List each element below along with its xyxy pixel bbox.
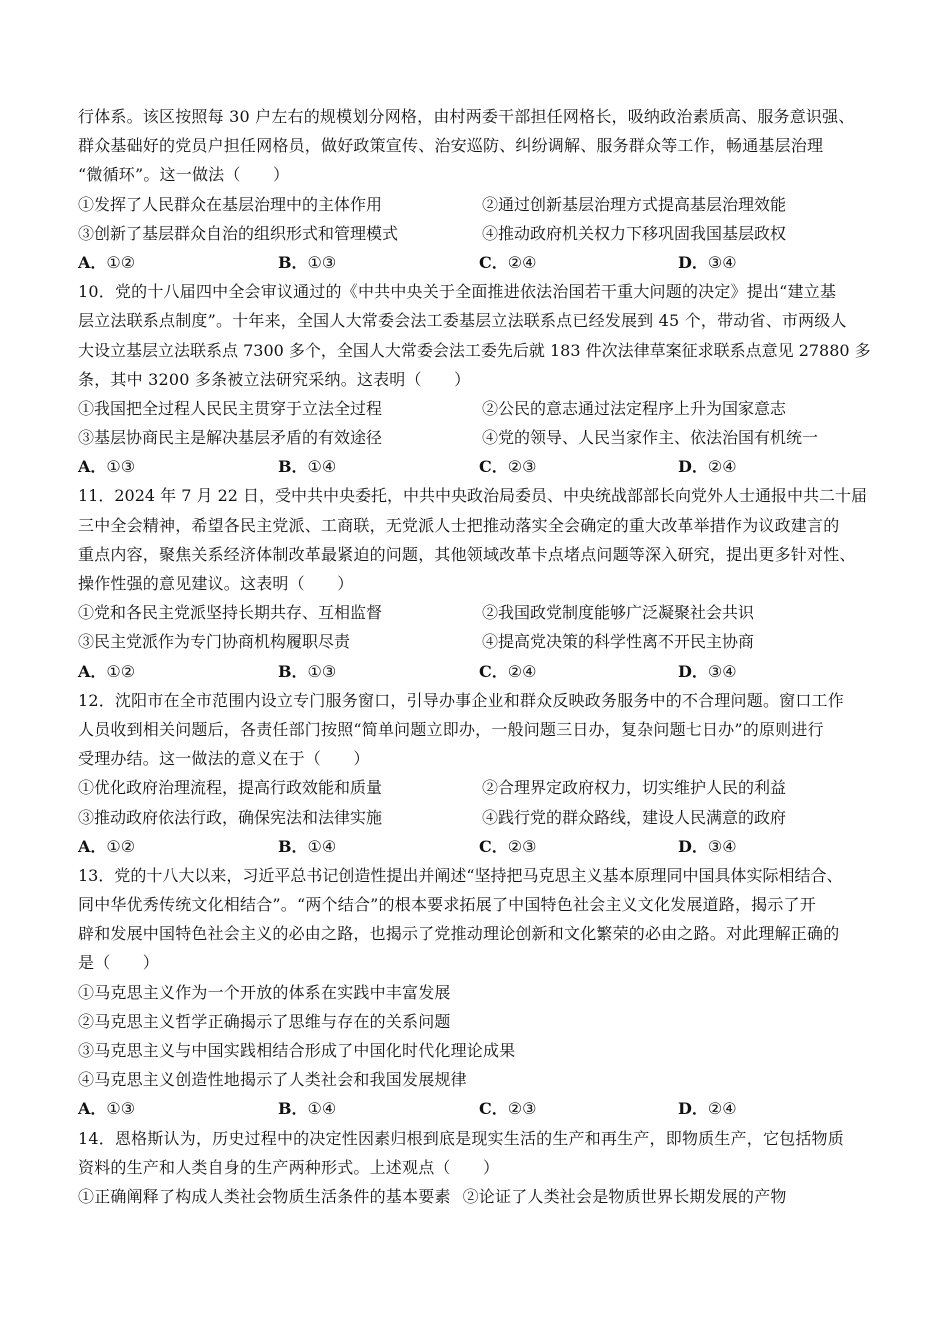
question-stem-line: 层立法联系点制度”。十年来，全国人大常委会法工委基层立法联系点已经发展到 45 个，带动省、市两级人 — [78, 311, 847, 331]
statement-row — [78, 598, 886, 627]
statement-4: ④马克思主义创造性地揭示了人类社会和我国发展规律 — [78, 1070, 467, 1090]
choice-b: B．①④ — [278, 836, 337, 856]
question-stem-line: 11．2024 年 7 月 22 日，受中共中央委托，中共中央政治局委员、中央统战部部长向党外人士通报中共二十届 — [78, 486, 868, 506]
question-stem-line: 13．党的十八大以来，习近平总书记创造性提出并阐述“坚持把马克思主义基本原理同中国具体实际相结合、 — [78, 865, 843, 885]
question-stem-line: 群众基础好的党员户担任网格员，做好政策宣传、治安巡防、纠纷调解、服务群众等工作，畅通基层治理 — [78, 136, 824, 156]
answer-choices — [78, 1094, 886, 1123]
answer-choices — [78, 248, 886, 277]
question-stem-line: 14．恩格斯认为，历史过程中的决定性因素归根到底是现实生活的生产和再生产，即物质生产，它包括物质 — [78, 1128, 844, 1148]
statement-3: ③民主党派作为专门协商机构履职尽责 — [78, 632, 351, 652]
statement-row — [78, 423, 886, 452]
statement-2: ②论证了人类社会是物质世界长期发展的产物 — [462, 1186, 787, 1206]
choice-b: B．①③ — [278, 661, 337, 681]
choice-b: B．①④ — [278, 1099, 337, 1119]
choice-c: C．②③ — [479, 1099, 537, 1119]
choice-d: D．③④ — [678, 661, 737, 681]
choice-a: A．①③ — [78, 1099, 136, 1119]
statement-4: ④党的领导、人民当家作主、依法治国有机统一 — [482, 428, 819, 448]
answer-choices — [78, 832, 886, 861]
question-stem-line: 人员收到相关问题后，各责任部门按照“简单问题立即办，一般问题三日办，复杂问题七日办”的原则进行 — [78, 719, 824, 739]
statement-1: ①优化政府治理流程，提高行政效能和质量 — [78, 778, 383, 798]
answer-choices — [78, 657, 886, 686]
question-stem-line: 12．沈阳市在全市范围内设立专门服务窗口，引导办事企业和群众反映政务服务中的不合理问题。窗口工作 — [78, 690, 844, 710]
question-stem-line: 辟和发展中国特色社会主义的必由之路，也揭示了党推动理论创新和文化繁荣的必由之路。对此理解正确的 — [78, 924, 840, 944]
choice-c: C．②③ — [479, 836, 537, 856]
answer-choices — [78, 452, 886, 481]
statement-row — [78, 190, 886, 219]
question-stem-line: 操作性强的意见建议。这表明（ ） — [78, 574, 354, 593]
choice-d: D．③④ — [678, 836, 737, 856]
statement-3: ③创新了基层群众自治的组织形式和管理模式 — [78, 223, 399, 243]
statement-row — [78, 803, 886, 832]
choice-c: C．②④ — [479, 252, 537, 272]
statement-row — [78, 773, 886, 802]
statement-1: ①我国把全过程人民民主贯穿于立法全过程 — [78, 398, 383, 418]
statement-4: ④提高党决策的科学性离不开民主协商 — [482, 632, 755, 652]
choice-a: A．①② — [78, 252, 136, 272]
choice-a: A．①② — [78, 661, 136, 681]
statement-1: ①党和各民主党派坚持长期共存、互相监督 — [78, 603, 383, 623]
question-13 — [78, 861, 886, 1124]
question-11 — [78, 481, 886, 685]
exam-page — [78, 102, 886, 1211]
statement-row — [78, 394, 886, 423]
statement-3: ③基层协商民主是解决基层矛盾的有效途径 — [78, 428, 383, 448]
question-stem-line: 受理办结。这一做法的意义在于（ ） — [78, 749, 370, 769]
statement-1: ①正确阐释了构成人类社会物质生活条件的基本要素 — [78, 1186, 451, 1206]
choice-b: B．①③ — [278, 252, 337, 272]
question-stem-line: “微循环”。这一做法（ ） — [78, 165, 290, 185]
statement-1: ①马克思主义作为一个开放的体系在实践中丰富发展 — [78, 982, 451, 1002]
statement-2: ②我国政党制度能够广泛凝聚社会共识 — [482, 603, 755, 623]
statement-4: ④推动政府机关权力下移巩固我国基层政权 — [482, 223, 787, 243]
question-10 — [78, 277, 886, 481]
question-stem-line: 资料的生产和人类自身的生产两种形式。上述观点（ ） — [78, 1157, 500, 1177]
statement-row — [78, 219, 886, 248]
choice-c: C．②③ — [479, 457, 537, 477]
statement-2: ②合理界定政府权力，切实维护人民的利益 — [482, 778, 787, 798]
statement-row — [78, 1182, 886, 1211]
choice-a: A．①② — [78, 836, 136, 856]
choice-d: D．②④ — [678, 457, 737, 477]
choice-a: A．①③ — [78, 457, 136, 477]
question-14 — [78, 1124, 886, 1212]
question-12 — [78, 686, 886, 861]
statement-2: ②马克思主义哲学正确揭示了思维与存在的关系问题 — [78, 1011, 451, 1031]
question-stem-line: 重点内容，聚焦关系经济体制改革最紧迫的问题，其他领域改革卡点堵点问题等深入研究，提出更多针对性、 — [78, 544, 856, 564]
statement-3: ③马克思主义与中国实践相结合形成了中国化时代化理论成果 — [78, 1041, 516, 1060]
statement-2: ②公民的意志通过法定程序上升为国家意志 — [482, 398, 787, 418]
question-9 — [78, 102, 886, 277]
choice-b: B．①④ — [278, 457, 337, 477]
statement-1: ①发挥了人民群众在基层治理中的主体作用 — [78, 194, 383, 214]
statement-row — [78, 627, 886, 656]
statement-3: ③推动政府依法行政，确保宪法和法律实施 — [78, 807, 383, 827]
choice-d: D．②④ — [678, 1099, 737, 1119]
question-stem-line: 行体系。该区按照每 30 户左右的规模划分网格，由村两委干部担任网格长，吸纳政治素质高、服务意识强、 — [78, 107, 855, 126]
choice-c: C．②④ — [479, 661, 537, 681]
choice-d: D．③④ — [678, 252, 737, 272]
statement-2: ②通过创新基层治理方式提高基层治理效能 — [482, 194, 787, 214]
question-stem-line: 条，其中 3200 多条被立法研究采纳。这表明（ ） — [78, 369, 471, 389]
question-stem-line: 大设立基层立法联系点 7300 多个，全国人大常委会法工委先后就 183 件次法律草案征求联系点意见 27880 多 — [78, 340, 871, 360]
question-stem-line: 是（ ） — [78, 953, 160, 973]
question-stem-line: 三中全会精神，希望各民主党派、工商联，无党派人士把推动落实全会确定的重大改革举措作为议政建言的 — [78, 515, 840, 535]
question-stem-line: 10．党的十八届四中全会审议通过的《中共中央关于全面推进依法治国若干重大问题的决定》提出“建立基 — [78, 282, 837, 302]
question-stem-line: 同中华优秀传统文化相结合”。“两个结合”的根本要求拓展了中国特色社会主义文化发展道路，揭示了开 — [78, 895, 816, 915]
statement-4: ④践行党的群众路线，建设人民满意的政府 — [482, 807, 787, 827]
